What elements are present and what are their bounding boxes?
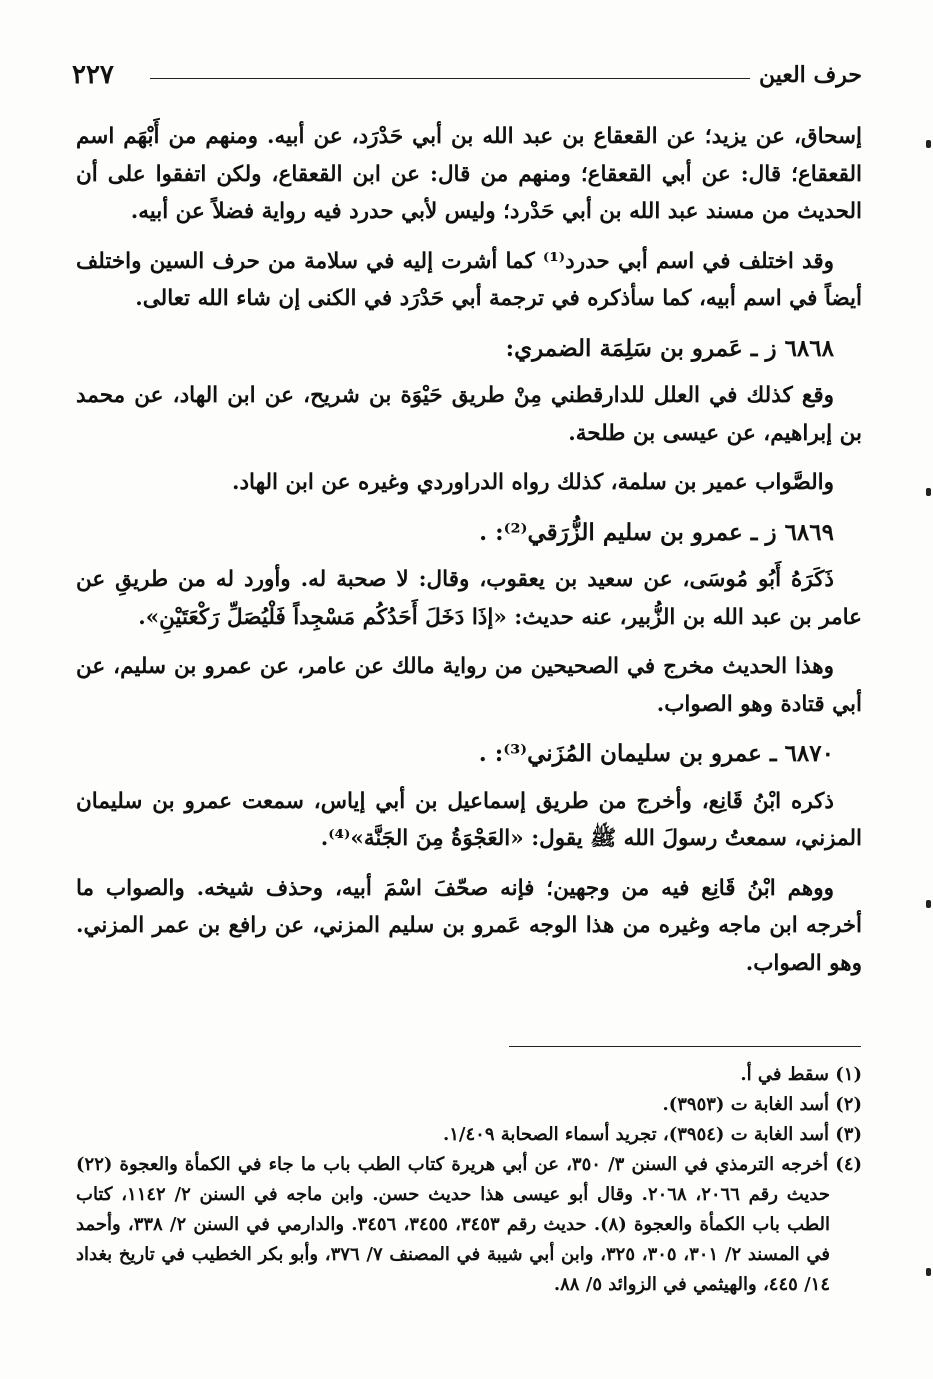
paragraph: وهذا الحديث مخرج في الصحيحين من رواية مالك عن عامر، عن عمرو بن سليم، عن أبي قتادة وهو الصواب. xyxy=(76,654,862,717)
paragraph: إسحاق، عن يزيد؛ عن القعقاع بن عبد الله بن أبي حَدْرَد، عن أبيه. ومنهم من أَبْهَم اسم القعقاع؛ قال: عن أبي القعقاع؛ ومنهم من قال: عن ابن القعقاع، ولكن اتفقوا على أن الحديث من مسند عبد الله بن أبي حَدْرد؛ وليس لأبي حدرد فيه رواية فضلاً عن أبيه. xyxy=(76,124,862,224)
scan-mark xyxy=(926,140,931,148)
footnote-3: (٣) أسد الغابة ت (٣٩٥٤)، تجريد أسماء الصحابة ١/٤٠٩. xyxy=(442,1124,862,1145)
paragraph: وقع كذلك في العلل للدارقطني مِنْ طريق حَيْوَة بن شريح، عن ابن الهاد، عن محمد بن إبراهيم، عن عيسى بن طلحة. xyxy=(76,383,862,446)
running-title: حرف العين xyxy=(758,62,862,88)
footnote-1: (١) سقط في أ. xyxy=(740,1064,862,1085)
entry-heading-6868: ٦٨٦٨ ز ـ عَمرو بن سَلِمَة الضمري: xyxy=(505,334,834,362)
paragraph: ذَكَرَهُ أَبُو مُوسَى، عن سعيد بن يعقوب، وقال: لا صحبة له. وأورد له من طريقِ عن عامر بن عبد الله بن الزُّبير، عنه حديث: «إذَا دَخَلَ أَحَدُكُم مَسْجِداً فَلْيُصَلِّ رَكْعَتَيْنِ». xyxy=(76,567,862,630)
paragraph: ووهم ابْنُ قَانِع فيه من وجهين؛ فإنه صحّفَ اسْمَ أبيه، وحذف شيخه. والصواب ما أخرجه ابن ماجه وغيره من هذا الوجه عَمرو بن سليم المزني، عن رافع بن عمر المزني. وهو الصواب. xyxy=(76,875,862,976)
footnotes xyxy=(76,1060,862,1300)
scan-mark xyxy=(926,488,931,496)
entry-heading-6870: ٦٨٧٠ ـ عمرو بن سليمان المُزَني⁽³⁾: . xyxy=(478,740,834,767)
entry-heading-6869: ٦٨٦٩ ز ـ عمرو بن سليم الزُّرَقي⁽²⁾: . xyxy=(479,518,834,546)
main-text xyxy=(76,118,862,994)
page-header xyxy=(72,62,862,98)
paragraph: والصَّواب عمير بن سلمة، كذلك رواه الدراوردي وغيره عن ابن الهاد. xyxy=(231,470,834,495)
scan-mark xyxy=(926,1268,931,1276)
scan-mark xyxy=(926,900,931,908)
footnote-4: (٤) أخرجه الترمذي في السنن ٣/ ٣٥٠، عن أبي هريرة كتاب الطب باب ما جاء في الكمأة والعجوة (٢٢) حديث رقم ٢٠٦٦، ٢٠٦٨. وقال أبو عيسى هذا حديث حسن. وابن ماجه في السنن ٢/ ١١٤٢، كتاب الطب باب الكمأة والعجوة (٨). حديث رقم ٣٤٥٣، ٣٤٥٥، ٣٤٥٦. والدارمي في السنن ٢/ ٣٣٨، وأحمد في المسند ٢/ ٣٠١، ٣٠٥، ٣٢٥، وابن أبي شيبة في المصنف ٧/ ٣٧٦، وأبو بكر الخطيب في تاريخ بغداد ١٤/ ٤٤٥، والهيثمي في الزوائد ٥/ ٨٨. xyxy=(76,1154,863,1295)
page-number: ٢٢٧ xyxy=(72,60,114,90)
paragraph: وقد اختلف في اسم أبي حدرد⁽¹⁾ كما أشرت إليه في سلامة من حرف السين واختلف أيضاً في اسم أبيه، كما سأذكره في ترجمة أبي حَدْرَد في الكنى إن شاء الله تعالى. xyxy=(76,248,862,311)
footnote-separator xyxy=(509,1046,861,1047)
header-rule xyxy=(150,78,750,79)
footnote-2: (٢) أسد الغابة ت (٣٩٥٣). xyxy=(662,1094,862,1115)
paragraph: ذكره ابْنُ قَانِع، وأخرج من طريق إسماعيل بن أبي إياس، سمعت عمرو بن سليمان المزني، سمعتُ رسولَ الله ﷺ يقول: «العَجْوَةُ مِنَ الجَنَّة»⁽⁴⁾. xyxy=(76,788,862,851)
